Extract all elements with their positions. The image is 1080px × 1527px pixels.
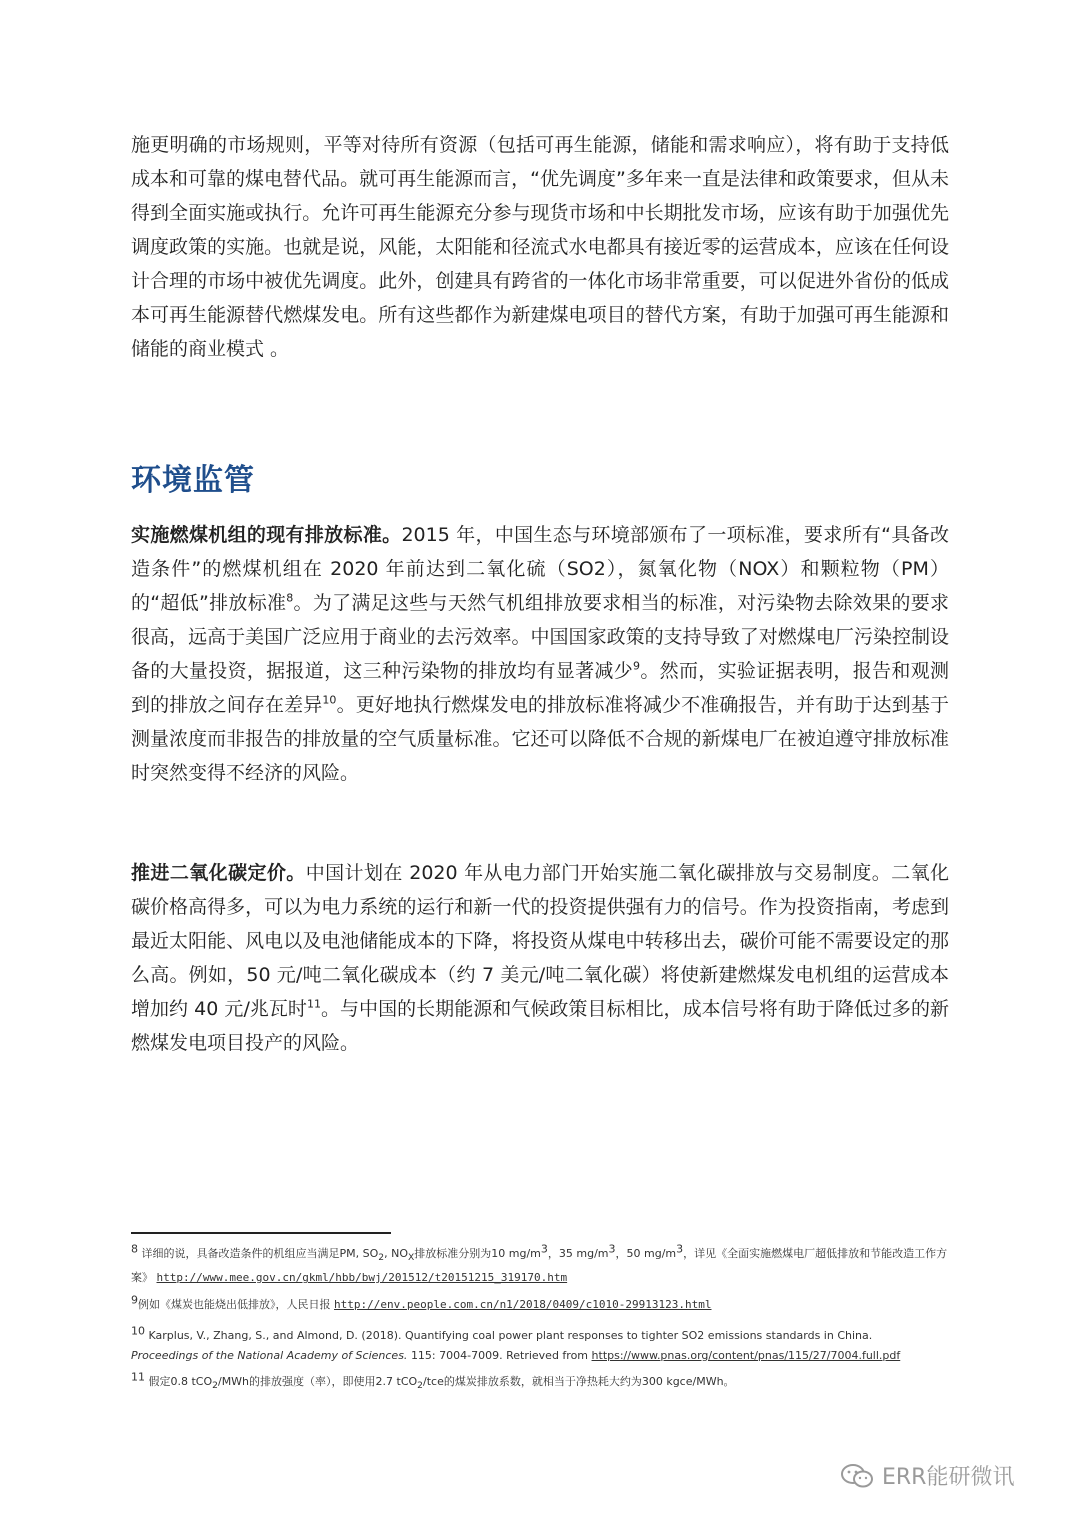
section-heading: 环境监管 — [131, 463, 255, 498]
paragraph-market-rules — [131, 128, 949, 366]
watermark — [840, 1460, 1014, 1491]
paragraph-carbon-pricing: 推进二氧化碳定价。中国计划在 2020 年从电力部门开始实施二氧化碳排放与交易制度。二氧化碳价格高得多，可以为电力系统的运行和新一代的投资提供强有力的信号。作为投资指南，考虑到最近太阳能、风电以及电池储能成本的下降，将投资从煤电中转移出去，碳价可能不需要设定的那么高。例如，50 元/吨二氧化碳成本（约 7 美元/吨二氧化碳）将使新建燃煤发电机组的运营成本增加约 40 元/兆瓦时$^{11}$。与中国的长期能源和气候政策目标相比，成本信号将有助于降低过多的新燃煤发电项目投产的风险。 — [131, 862, 949, 1054]
paragraph-emission-standards: 实施燃煤机组的现有排放标准。2015 年，中国生态与环境部颁布了一项标准，要求所有“具备改造条件”的燃煤机组在 2020 年前达到二氧化硫（SO2），氮氧化物（NOX）和颗粒物（PM）的“超低”排放标准$^8$。为了满足这些与天然气机组排放要求相当的标准，对污染物去除效果的要求很高，远高于美国广泛应用于商业的去污效率。中国国家政策的支持导致了对燃煤电厂污染控制设备的大量投资，据报道，这三种污染物的排放均有显著减少$^9$。然而，实验证据表明，报告和观测到的排放之间存在差异$^{10}$。更好地执行燃煤发电的排放标准将减少不准确报告，并有助于达到基于测量浓度而非报告的排放量的空气质量标准。它还可以降低不合规的新煤电厂在被迫遵守排放标准时突然变得不经济的风险。 — [131, 524, 949, 784]
footnote-10: $^{10}$ Karplus, V., Zhang, S., and Almond, D. (2018). Quantifying coal power plant responses to tighter SO2 emissions standards in China. Proceedings of the National Academy of Sciences. 115: 7004-7009. Retrieved from https://www.pnas.org/content/pnas/115/27/7004.full.pdf — [131, 1324, 901, 1362]
footnote-ref-11[interactable]: 11 — [306, 997, 321, 1011]
paragraph-emission-standards-lead: 实施燃煤机组的现有排放标准。 — [131, 524, 402, 546]
footnote-ref-10[interactable]: 10 — [322, 693, 337, 707]
footnote-ref-9[interactable]: 9 — [633, 659, 641, 673]
footnote-8: $^8$ 详细的说，具备改造条件的机组应当满足PM, $SO_2$, $NO_X$排放标准分别为10 $mg/m^3$，35 $mg/m^3$，50 $mg/m^3$，详见《全面实施燃煤电厂超低排放和节能改造工作方案》 http://www.mee.gov.cn/gkml/hbb/bwj/201512/t20151215_319170.htm — [131, 1242, 948, 1285]
footnote-8-link[interactable]: http://www.mee.gov.cn/gkml/hbb/bwj/201512/t20151215_319170.htm — [156, 1271, 568, 1285]
footnote-divider — [131, 1232, 391, 1234]
footnote-10-journal: Proceedings of the National Academy of Sciences. — [131, 1349, 408, 1362]
footnote-10-link[interactable]: https://www.pnas.org/content/pnas/115/27/7004.full.pdf — [591, 1349, 901, 1362]
footnote-11: $^{11}$ 假定0.8 tCO$_2$/MWh的排放强度（率），即使用2.7 tCO$_2$/tce的煤炭排放系数，就相当于净热耗大约为300 kgce/MWh。 — [131, 1370, 735, 1392]
paragraph-market-rules-text: 施更明确的市场规则，平等对待所有资源（包括可再生能源，储能和需求响应），将有助于支持低成本和可靠的煤电替代品。就可再生能源而言，“优先调度”多年来一直是法律和政策要求，但从未得到全面实施或执行。允许可再生能源充分参与现货市场和中长期批发市场，应该有助于加强优先调度政策的实施。也就是说，风能，太阳能和径流式水电都具有接近零的运营成本，应该在任何设计合理的市场中被优先调度。此外，创建具有跨省的一体化市场非常重要，可以促进外省份的低成本可再生能源替代燃煤发电。所有这些都作为新建煤电项目的替代方案，有助于加强可再生能源和储能的商业模式 。 — [131, 134, 949, 360]
footnote-9: $^9$例如《煤炭也能烧出低排放》，人民日报 http://env.people.com.cn/n1/2018/0409/c1010-29913123.html — [131, 1293, 712, 1311]
watermark-text: ERR能研微讯 — [882, 1465, 1015, 1490]
footnote-ref-8[interactable]: 8 — [286, 591, 294, 605]
wechat-icon — [840, 1462, 874, 1490]
paragraph-carbon-pricing-lead: 推进二氧化碳定价。 — [131, 862, 306, 884]
footnote-9-link[interactable]: http://env.people.com.cn/n1/2018/0409/c1010-29913123.html — [334, 1298, 712, 1311]
